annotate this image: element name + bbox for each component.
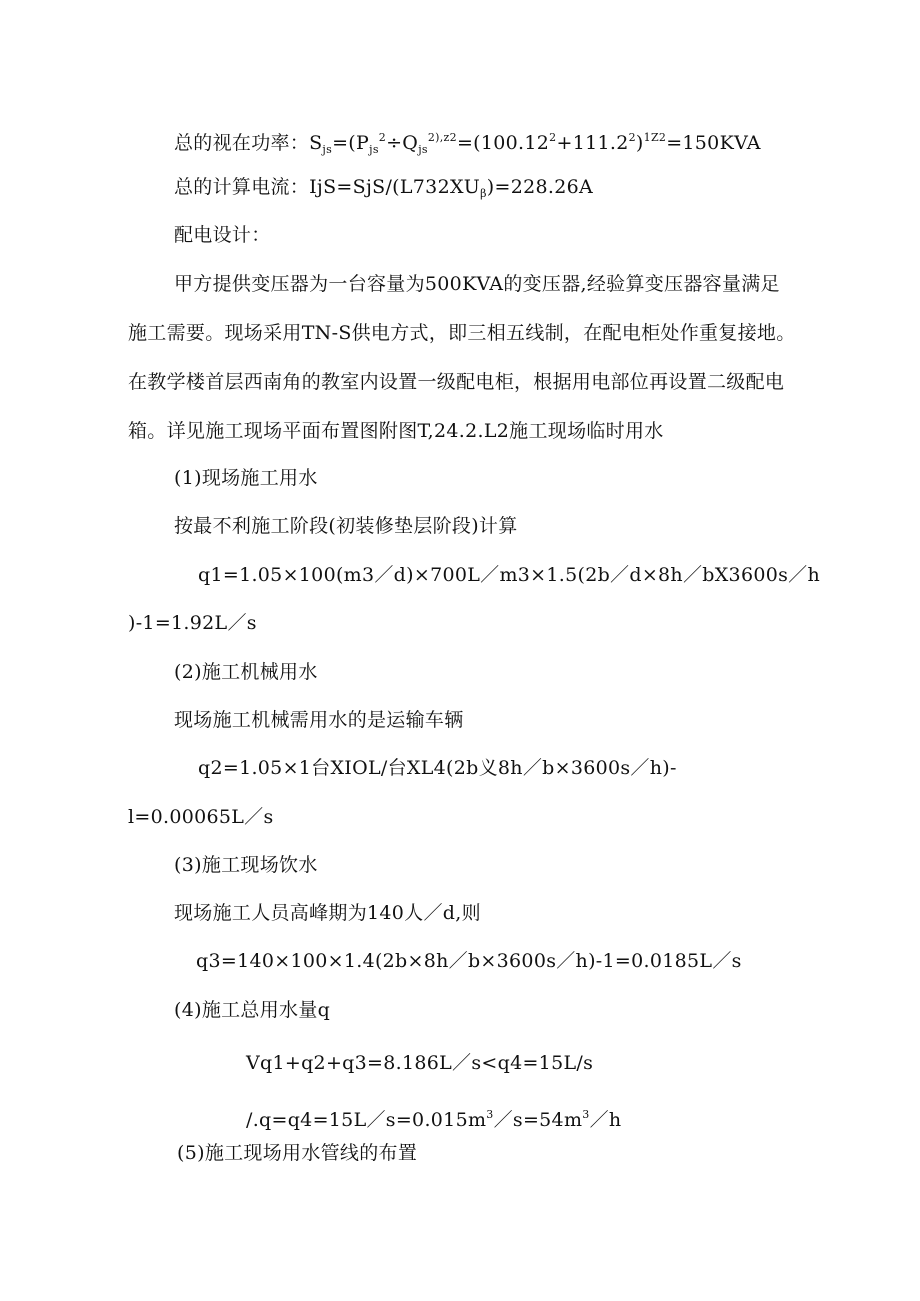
- formula-text: =(P: [332, 132, 370, 154]
- apparent-power-prefix: 总的视在功率：S: [174, 132, 323, 154]
- paragraph-line: 在教学楼首层西南角的教室内设置一级配电柜，根据用电部位再设置二级配电: [128, 371, 785, 393]
- subscript: β: [480, 187, 487, 200]
- formula-text: ÷Q: [386, 132, 419, 154]
- formula-line: Vq1+q2+q3=8.186L／s<q4=15L/s: [246, 1052, 594, 1074]
- formula-line: q1=1.05×100(m3／d)×700L／m3×1.5(2b／d×8h／bX3600s／h: [198, 564, 820, 586]
- paragraph-line: 现场施工人员高峰期为140人／d,则: [174, 902, 481, 924]
- formula-line: l=0.00065L／s: [128, 806, 274, 828]
- superscript: 2: [628, 131, 636, 144]
- section-heading: (2)施工机械用水: [174, 661, 318, 683]
- current-result: )=228.26A: [486, 176, 594, 198]
- formula-text: /.q=q4=15L／s=0.015m: [246, 1109, 487, 1131]
- section-heading: (1)现场施工用水: [174, 467, 318, 489]
- formula-text: =(100.12: [456, 132, 550, 154]
- current-line: [174, 174, 593, 207]
- formula-text: ): [635, 132, 644, 154]
- paragraph-line: 甲方提供变压器为一台容量为500KVA的变压器,经验算变压器容量满足: [174, 273, 780, 295]
- section-heading: 配电设计：: [174, 224, 271, 246]
- paragraph-line: 施工需要。现场采用TN-S供电方式，即三相五线制，在配电柜处作重复接地。: [128, 322, 796, 344]
- paragraph-line: 现场施工机械需用水的是运输车辆: [174, 709, 464, 731]
- superscript: 2: [549, 131, 557, 144]
- formula-text: ／s=54m: [493, 1109, 583, 1131]
- formula-text: +111.2: [556, 132, 629, 154]
- current-prefix: 总的计算电流：IjS=SjS/(L732XU: [174, 176, 481, 198]
- section-heading: (4)施工总用水量q: [174, 999, 331, 1021]
- formula-text: ／h: [589, 1109, 622, 1131]
- subscript: js: [369, 143, 379, 156]
- apparent-power-line: [174, 125, 761, 163]
- paragraph-line: 箱。详见施工现场平面布置图附图T,24.2.L2施工现场临时用水: [128, 420, 664, 442]
- superscript: 3: [486, 1108, 494, 1121]
- section-heading: (5)施工现场用水管线的布置: [177, 1142, 418, 1164]
- superscript: ),z2: [435, 131, 457, 144]
- formula-line: )-1=1.92L／s: [128, 612, 257, 634]
- formula-line: q2=1.05×1台XIOL/台XL4(2b义8h／b×3600s／h)-: [198, 757, 677, 779]
- paragraph-line: 按最不利施工阶段(初装修垫层阶段)计算: [174, 515, 518, 537]
- formula-line: q3=140×100×1.4(2b×8h／b×3600s／h)-1=0.0185L／s: [196, 950, 742, 972]
- superscript: 3: [582, 1108, 590, 1121]
- superscript: 2: [427, 131, 436, 144]
- superscript: 1Z2: [643, 131, 667, 144]
- final-flow-line: [246, 1102, 621, 1133]
- section-heading: (3)施工现场饮水: [174, 854, 318, 876]
- subscript: js: [418, 143, 428, 156]
- formula-result: =150KVA: [666, 132, 761, 154]
- superscript: 2: [378, 131, 387, 144]
- subscript: js: [322, 143, 333, 156]
